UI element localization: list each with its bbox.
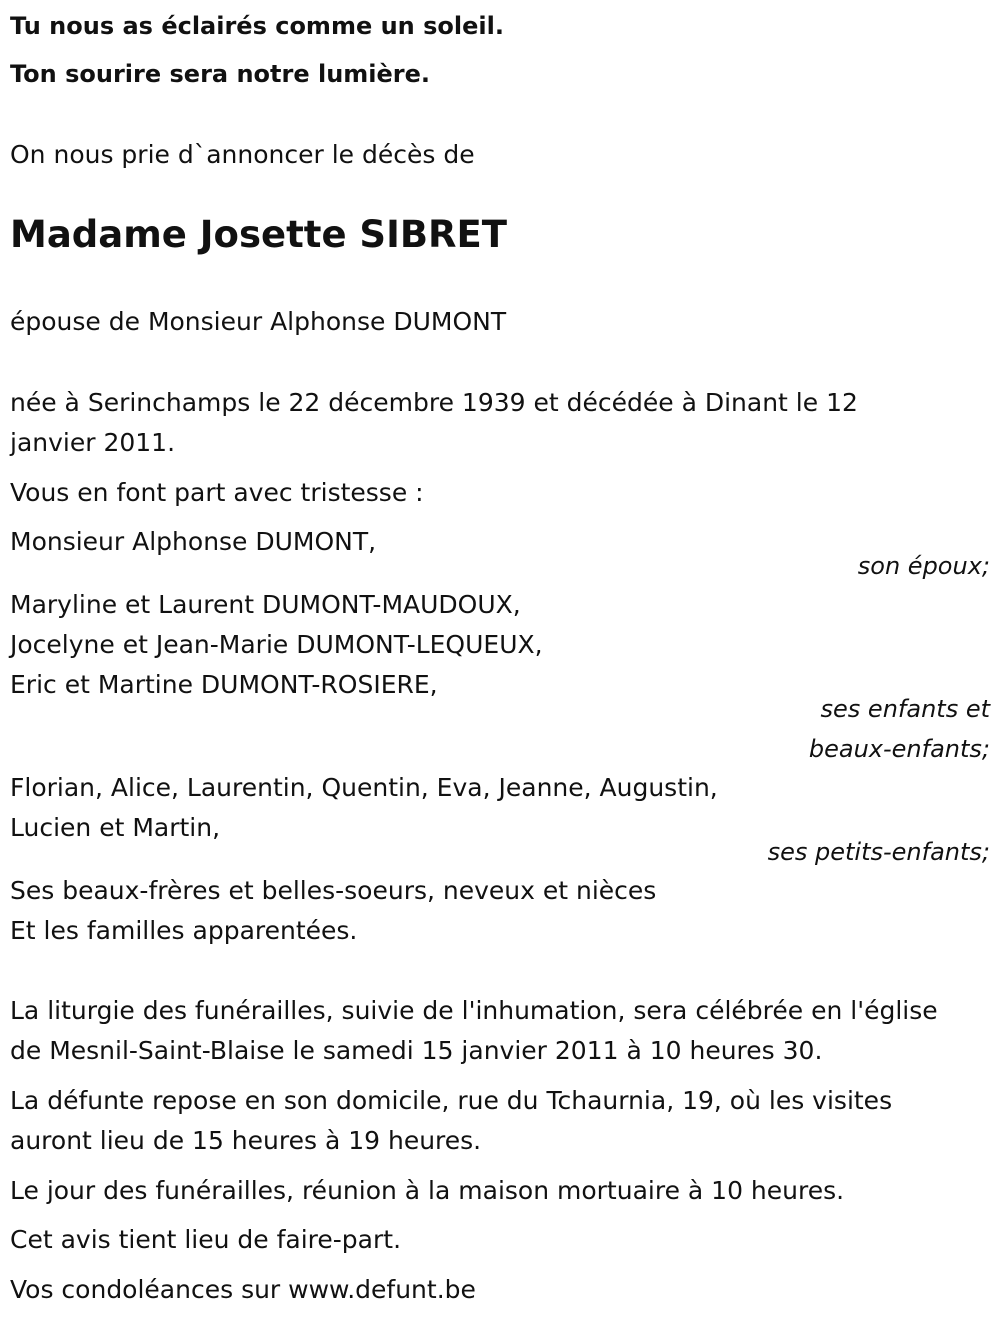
family-spouse-role: son époux; bbox=[857, 552, 990, 580]
family-spouse-name: Monsieur Alphonse DUMONT, bbox=[10, 527, 377, 556]
announce-text: Vous en font part avec tristesse : bbox=[10, 478, 424, 507]
family-grandchildren-role: ses petits-enfants; bbox=[767, 838, 990, 866]
funeral-liturgy-line: de Mesnil-Saint-Blaise le samedi 15 janvier 2011 à 10 heures 30. bbox=[10, 1036, 823, 1065]
family-child-line: Maryline et Laurent DUMONT-MAUDOUX, bbox=[10, 590, 521, 619]
funeral-visits-line: La défunte repose en son domicile, rue du Tchaurnia, 19, où les visites bbox=[10, 1086, 893, 1115]
spouse-line: épouse de Monsieur Alphonse DUMONT bbox=[10, 307, 507, 336]
birth-death-line-1: née à Serinchamps le 22 décembre 1939 et décédée à Dinant le 12 bbox=[10, 388, 858, 417]
deceased-name: Madame Josette SIBRET bbox=[10, 213, 508, 256]
quote-line-1: Tu nous as éclairés comme un soleil. bbox=[10, 12, 504, 40]
family-others-line: Et les familles apparentées. bbox=[10, 916, 358, 945]
family-others-line: Ses beaux-frères et belles-soeurs, neveux et nièces bbox=[10, 876, 657, 905]
family-grandchildren-line: Florian, Alice, Laurentin, Quentin, Eva, Jeanne, Augustin, bbox=[10, 773, 718, 802]
family-child-line: Jocelyne et Jean-Marie DUMONT-LEQUEUX, bbox=[10, 630, 543, 659]
intro-text: On nous prie d`annoncer le décès de bbox=[10, 140, 475, 169]
funeral-liturgy-line: La liturgie des funérailles, suivie de l'inhumation, sera célébrée en l'église bbox=[10, 996, 938, 1025]
condolences-line: Vos condoléances sur www.defunt.be bbox=[10, 1275, 476, 1304]
funeral-meeting: Le jour des funérailles, réunion à la maison mortuaire à 10 heures. bbox=[10, 1176, 845, 1205]
family-children-role: beaux-enfants; bbox=[808, 735, 990, 763]
family-child-line: Eric et Martine DUMONT-ROSIERE, bbox=[10, 670, 438, 699]
funeral-visits-line: auront lieu de 15 heures à 19 heures. bbox=[10, 1126, 482, 1155]
birth-death-line-2: janvier 2011. bbox=[10, 428, 176, 457]
family-children-role: ses enfants et bbox=[820, 695, 990, 723]
funeral-notice: Cet avis tient lieu de faire-part. bbox=[10, 1225, 402, 1254]
family-grandchildren-line: Lucien et Martin, bbox=[10, 813, 221, 842]
quote-line-2: Ton sourire sera notre lumière. bbox=[10, 60, 431, 88]
